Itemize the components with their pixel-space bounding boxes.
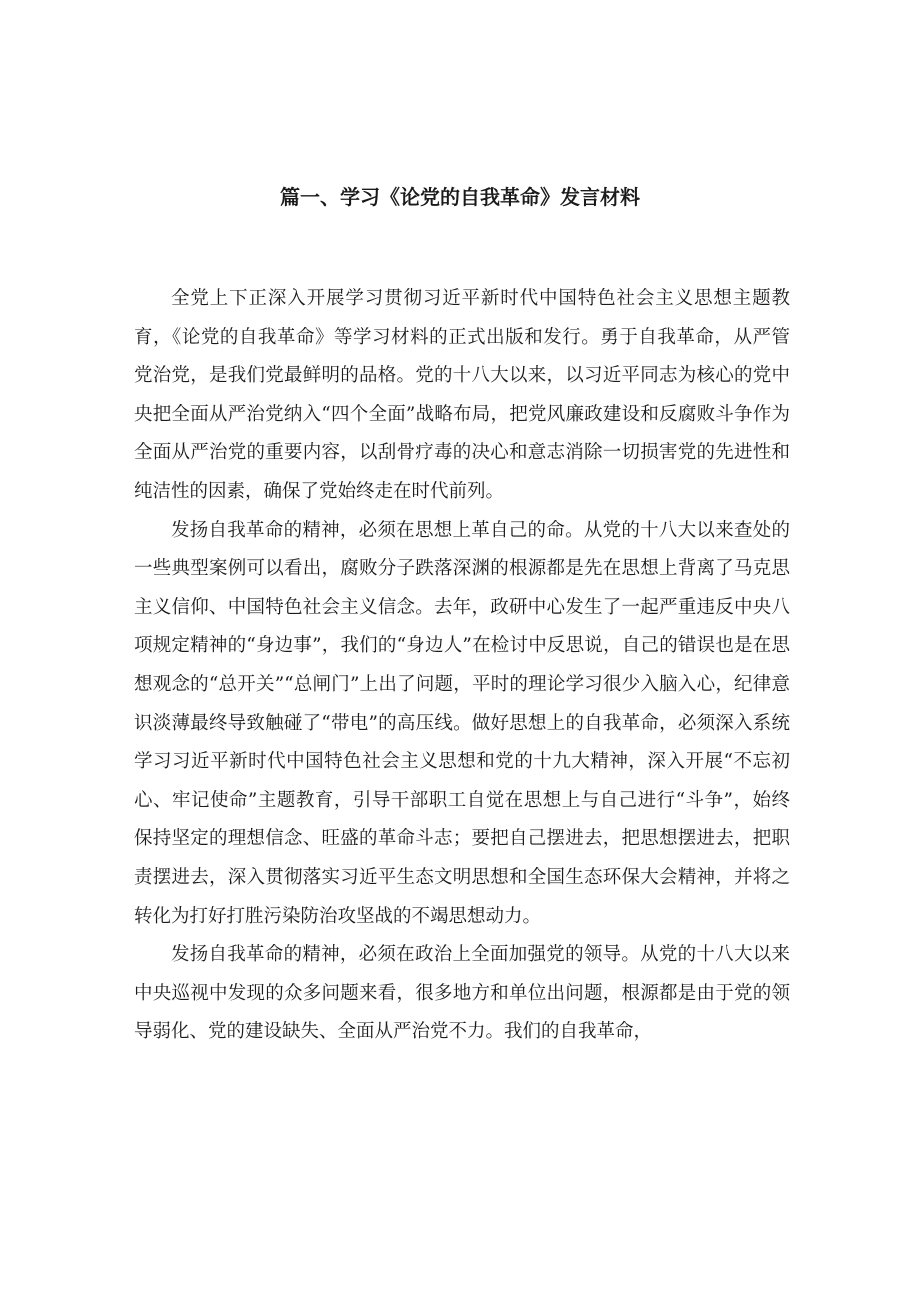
paragraph: 发扬自我革命的精神，必须在政治上全面加强党的领导。从党的十八大以来中央巡视中发现的众多问题来看，很多地方和单位出问题，根源都是由于党的领导弱化、党的建设缺失、全面从严治党不力。我们的自我革命， bbox=[134, 944, 790, 1043]
paragraph: 全党上下正深入开展学习贯彻习近平新时代中国特色社会主义思想主题教育，《论党的自我革命》等学习材料的正式出版和发行。勇于自我革命，从严管党治党，是我们党最鲜明的品格。党的十八大以来，以习近平同志为核心的党中央把全面从严治党纳入“四个全面”战略布局，把党风廉政建设和反腐败斗争作为全面从严治党的重要内容，以刮骨疗毒的决心和意志消除一切损害党的先进性和纯洁性的因素，确保了党始终走在时代前列。 bbox=[134, 288, 790, 502]
paragraph: 发扬自我革命的精神，必须在思想上革自己的命。从党的十八大以来查处的一些典型案例可以看出，腐败分子跌落深渊的根源都是先在思想上背离了马克思主义信仰、中国特色社会主义信念。去年，政研中心发生了一起严重违反中央八项规定精神的“身边事”，我们的“身边人”在检讨中反思说，自己的错误也是在思想观念的“总开关”“总闸门”上出了问题，平时的理论学习很少入脑入心，纪律意识淡薄最终导致触碰了“带电”的高压线。做好思想上的自我革命，必须深入系统学习习近平新时代中国特色社会主义思想和党的十九大精神，深入开展“不忘初心、牢记使命”主题教育，引导干部职工自觉在思想上与自己进行“斗争”，始终保持坚定的理想信念、旺盛的革命斗志；要把自己摆进去，把思想摆进去，把职责摆进去，深入贯彻落实习近平生态文明思想和全国生态环保大会精神，并将之转化为打好打胜污染防治攻坚战的不竭思想动力。 bbox=[134, 519, 790, 927]
document-body bbox=[134, 280, 790, 1052]
document-title: 篇一、学习《论党的自我革命》发言材料 bbox=[280, 185, 640, 209]
